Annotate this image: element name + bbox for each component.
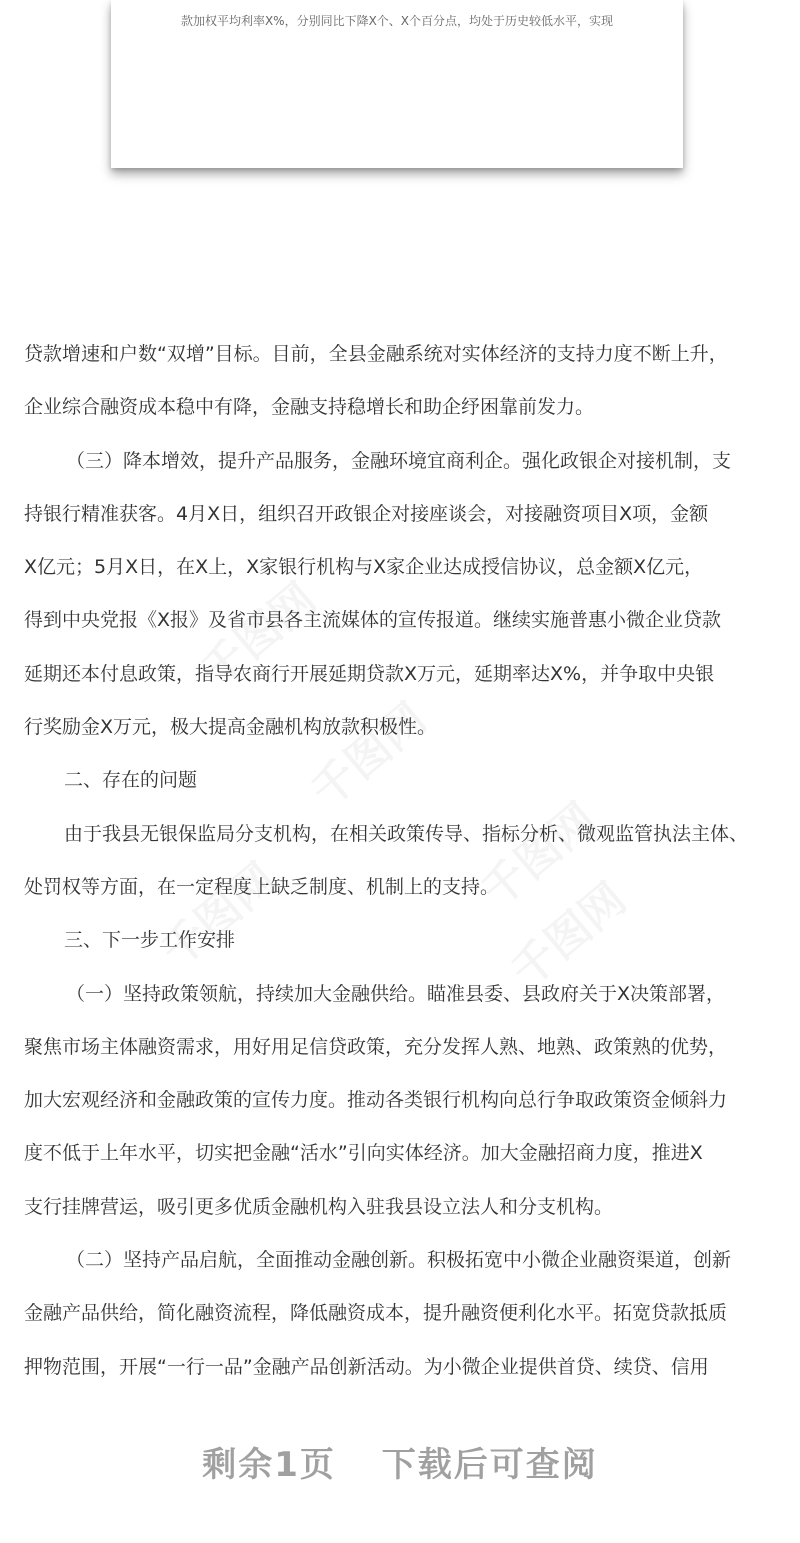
preview-page-card [111, 0, 683, 168]
doc-line: 支行挂牌营运，吸引更多优质金融机构入驻我县设立法人和分支机构。 [24, 1195, 614, 1218]
remaining-pages-label: 剩余1页 [202, 1445, 336, 1485]
doc-line: 行奖励金X万元，极大提高金融机构放款积极性。 [24, 716, 437, 739]
doc-line: 由于我县无银保监局分支机构，在相关政策传导、指标分析、微观监管执法主体、 [64, 822, 749, 845]
preview-text-line: 款加权平均利率X%，分别同比下降X个、X个百分点，均处于历史较低水平，实现 [180, 14, 614, 28]
download-more-banner[interactable] [0, 1437, 800, 1486]
doc-line: 持银行精准获客。4月X日，组织召开政银企对接座谈会，对接融资项目X项，金额 [24, 502, 709, 525]
section-heading: 二、存在的问题 [64, 769, 198, 792]
doc-line: 聚焦市场主体融资需求，用好用足信贷政策，充分发挥人熟、地熟、政策熟的优势， [24, 1035, 728, 1058]
doc-line: 得到中央党报《X报》及省市县各主流媒体的宣传报道。继续实施普惠小微企业贷款 [24, 609, 722, 632]
doc-line: 处罚权等方面，在一定程度上缺乏制度、机制上的支持。 [24, 875, 500, 898]
doc-line: 延期还本付息政策，指导农商行开展延期贷款X万元，延期率达X%，并争取中央银 [24, 662, 715, 685]
doc-line: （二）坚持产品启航，全面推动金融创新。积极拓宽中小微企业融资渠道，创新 [66, 1249, 732, 1272]
download-to-view-label: 下载后可查阅 [381, 1445, 598, 1485]
doc-line: X亿元；5月X日，在X上，X家银行机构与X家企业达成授信协议，总金额X亿元， [24, 556, 704, 579]
section-heading: 三、下一步工作安排 [64, 929, 236, 952]
doc-line: （一）坚持政策领航，持续加大金融供给。瞄准县委、县政府关于X决策部署， [66, 982, 726, 1005]
document-body [24, 328, 780, 1394]
doc-line: 贷款增速和户数“双增”目标。目前，全县金融系统对实体经济的支持力度不断上升， [24, 343, 728, 365]
doc-line: 度不低于上年水平，切实把金融“活水”引向实体经济。加大金融招商力度，推进X [24, 1142, 703, 1165]
doc-line: 押物范围，开展“一行一品”金融产品创新活动。为小微企业提供首贷、续贷、信用 [24, 1355, 709, 1378]
doc-line: （三）降本增效，提升产品服务，金融环境宜商利企。强化政银企对接机制，支 [66, 449, 732, 472]
doc-line: 金融产品供给，简化融资流程，降低融资成本，提升融资便利化水平。拓宽贷款抵质 [24, 1302, 728, 1325]
doc-line: 加大宏观经济和金融政策的宣传力度。推动各类银行机构向总行争取政策资金倾斜力 [24, 1089, 728, 1112]
doc-line: 企业综合融资成本稳中有降，金融支持稳增长和助企纾困靠前发力。 [24, 396, 595, 419]
